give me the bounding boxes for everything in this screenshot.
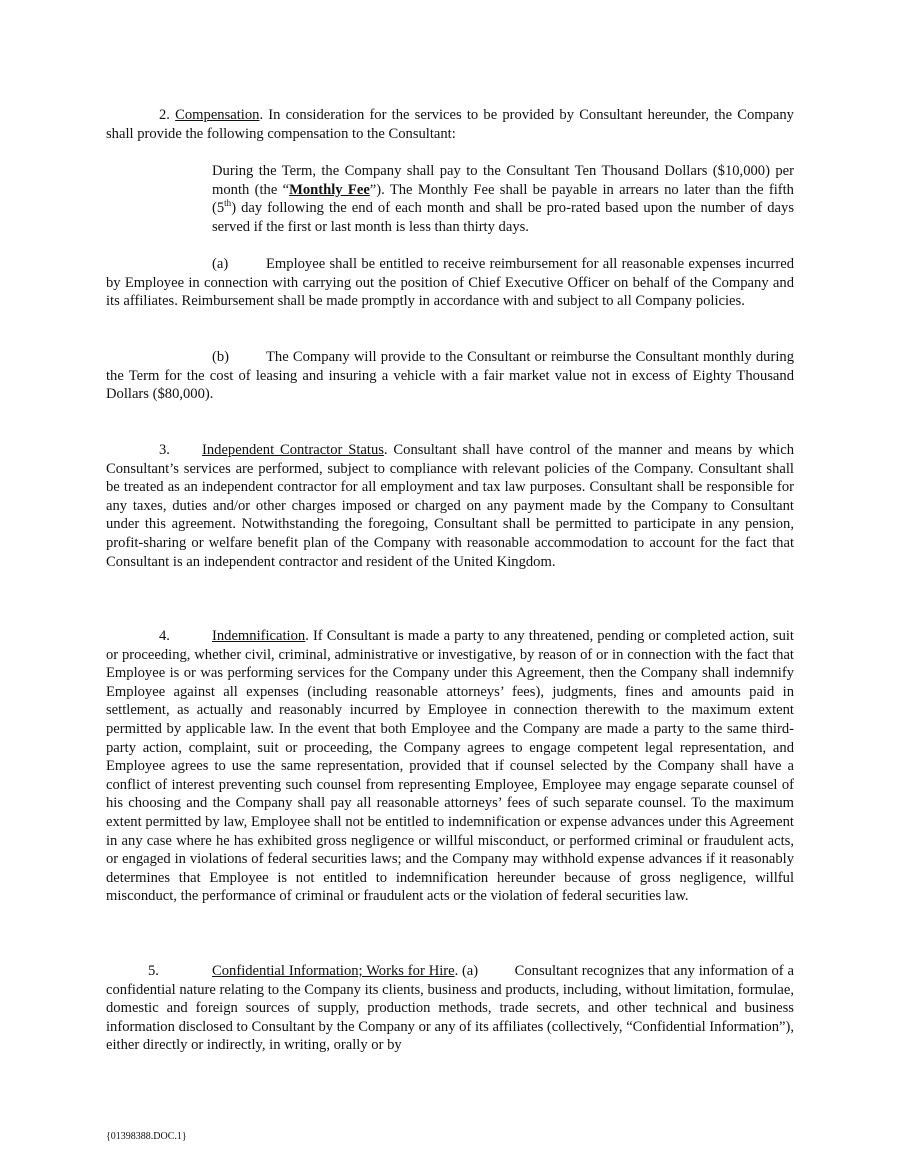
monthly-fee-text-1: During the Term, the Company shall pay to the Consultant Ten Thousand Dollars ($10,000) per month (the “ [212,163,794,198]
section-3-heading: Independent Contractor Status [202,442,384,458]
section-2-item-b [106,348,794,404]
section-5-number: 5. [148,963,159,979]
section-2-intro-text: . In consideration for the services to be provided by Consultant hereunder, the Company shall provide the following compensation to the Consultant: [106,107,794,142]
section-2-item-a [106,255,794,311]
section-4-heading: Indemnification [212,628,306,644]
section-5-sub-label: . (a) [454,963,479,979]
section-4-paragraph [106,627,794,906]
monthly-fee-paragraph [212,162,794,236]
section-2-heading: Compensation [175,107,260,123]
monthly-fee-text-3: ) day following the end of each month and shall be pro-rated based upon the number of days served if the first or last month is less than thirty days. [212,200,794,235]
section-4-number: 4. [159,628,170,644]
ordinal-superscript: th [224,198,232,209]
section-2-number: 2. [159,107,170,123]
item-a-text: Employee shall be entitled to receive reimbursement for all reasonable expenses incurred by Employee in connection with carrying out the position of Chief Executive Officer on behalf of the Company and its affiliates. Reimbursement shall be made promptly in accordance with and subject to all Company policies. [106,256,794,310]
section-3-paragraph [106,441,794,571]
section-2-intro [106,106,794,143]
document-id-footer: {01398388.DOC.1} [106,1131,187,1142]
section-5-heading: Confidential Information; Works for Hire [212,963,455,979]
monthly-fee-text-2: ”). The Monthly Fee shall be payable in arrears no later than the fifth (5 [212,181,794,217]
section-4-text: . If Consultant is made a party to any threatened, pending or completed action, suit or proceeding, whether civil, criminal, administrative or investigative, by reason of or in connection with the fact that Employee is or was performing services for the Company under this Agreement, then the Company shall indemnify Employee against all expenses (including reasonable attorneys’ fees), judgments, fines and amounts paid in settlement, as actually and reasonably incurred by Employee in connection therewith to the maximum extent permitted by applicable law. In the event that both Employee and the Company are made a party to the same third-party action, complaint, suit or proceeding, the Company agrees to engage competent legal representation, and Employee agrees to use the same representation, provided that if counsel selected by the Company shall have a conflict of interest preventing such counsel from representing Employee, Employee may engage separate counsel of his choosing and the Company shall pay all reasonable attorneys’ fees of such separate counsel. To the maximum extent permitted by law, Employee shall not be entitled to indemnification or expense advances under this Agreement in any case where he has exhibited gross negligence or willful misconduct, or performed criminal or fraudulent acts, or engaged in violations of federal securities laws; and the Company may withhold expense advances if it reasonably determines that Employee is not entitled to indemnification hereunder because of gross negligence, willful misconduct, the performance of criminal or fraudulent acts or the violation of federal securities law. [106,628,794,905]
section-5-paragraph [106,962,794,1055]
monthly-fee-defined-term: Monthly Fee [289,181,370,198]
item-b-text: The Company will provide to the Consultant or reimburse the Consultant monthly during the Term for the cost of leasing and insuring a vehicle with a fair market value not in excess of Eighty Thousand Dollars ($80,000). [106,349,794,403]
section-3-number: 3. [159,442,170,458]
item-a-label: (a) [212,256,229,272]
section-5-text: Consultant recognizes that any information of a confidential nature relating to the Company its clients, business and products, including, without limitation, formulae, domestic and foreign sources of supply, production methods, trade secrets, and other technical and business information disclosed to Consultant by the Company or any of its affiliates (collectively, “Confidential Information”), either directly or indirectly, in writing, orally or by [106,963,795,1054]
section-3-text: . Consultant shall have control of the manner and means by which Consultant’s services are performed, subject to compliance with relevant policies of the Company. Consultant shall be treated as an independent contractor for all employment and tax law purposes. Consultant shall be responsible for any taxes, duties and/or other charges imposed or charged on any payment made by the Company to Consultant under this agreement. Notwithstanding the foregoing, Consultant shall be permitted to participate in any pension, profit-sharing or welfare benefit plan of the Company with reasonable accommodation to account for the fact that Consultant is an independent contractor and resident of the United Kingdom. [106,442,794,570]
item-b-label: (b) [212,349,230,365]
